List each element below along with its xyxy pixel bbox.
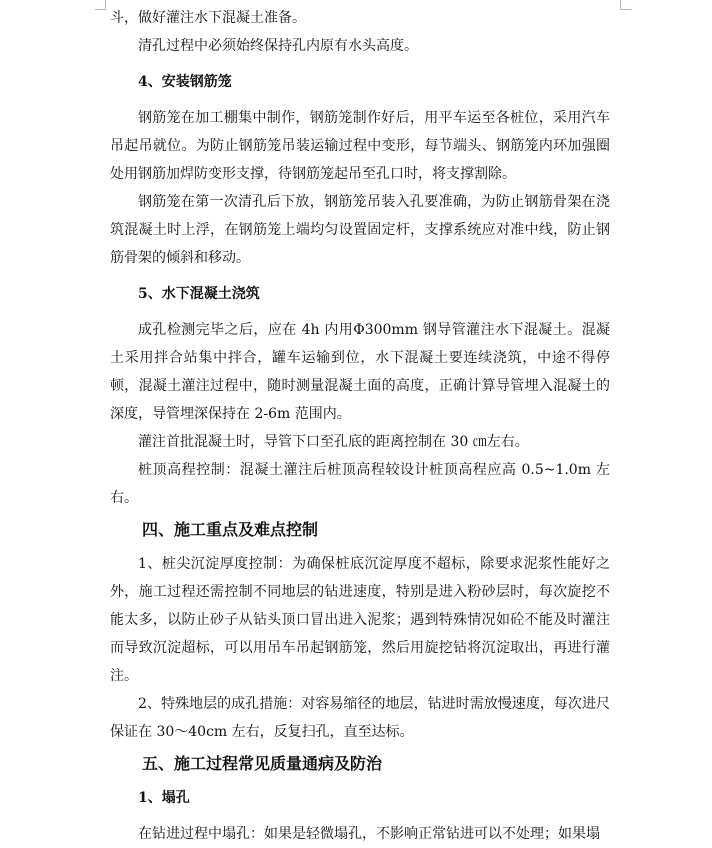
section-heading-quality-issues: 五、施工过程常见质量通病及防治 <box>142 754 383 773</box>
paragraph-sediment-control: 1、桩尖沉淀厚度控制：为确保桩底沉淀厚度不超标，除要求泥浆性能好之外，施工过程还需控制不同地层的钻进速度，特别是进入粉砂层时，每次旋挖不能太多，以防止砂子从钻头顶口冒出进入泥浆；遇到特殊情况如砼不能及时灌注而导致沉淀超标，可以用吊车吊起钢筋笼，然后用旋挖钻将沉淀取出，再进行灌注。 <box>110 556 610 684</box>
paragraph-cage-lowering: 钢筋笼在第一次清孔后下放，钢筋笼吊装入孔要准确，为防止钢筋骨架在浇筑混凝土时上浮，在钢筋笼上端均匀设置固定杆，支撑系统应对准中线，防止钢筋骨架的倾斜和移动。 <box>110 194 610 266</box>
paragraph-first-batch: 灌注首批混凝土时，导管下口至孔底的距离控制在 30 ㎝左右。 <box>138 434 529 450</box>
paragraph-hole-collapse: 在钻进过程中塌孔：如果是轻微塌孔，不影响正常钻进可以不处理；如果塌 <box>138 826 600 842</box>
subheading-hole-collapse: 1、塌孔 <box>138 790 190 806</box>
document-body <box>110 4 610 848</box>
subheading-install-cage: 4、安装钢筋笼 <box>138 74 232 90</box>
section-heading-key-points: 四、施工重点及难点控制 <box>142 520 319 539</box>
subheading-underwater-concrete: 5、水下混凝土浇筑 <box>138 286 260 302</box>
paragraph-pile-top-elevation: 桩顶高程控制：混凝土灌注后桩顶高程较设计桩顶高程应高 0.5~1.0m 左右。 <box>110 462 610 506</box>
paragraph-water-head: 清孔过程中必须始终保持孔内原有水头高度。 <box>138 38 418 54</box>
page-corner-mark-left <box>95 0 106 10</box>
paragraph-special-strata: 2、特殊地层的成孔措施：对容易缩径的地层，钻进时需放慢速度，每次进尺保证在 30～40cm 左右，反复扫孔，直至达标。 <box>110 696 610 740</box>
page-corner-mark-right <box>620 0 631 10</box>
paragraph-concrete-pouring: 成孔检测完毕之后，应在 4h 内用Φ300mm 钢导管灌注水下混凝土。混凝土采用拌合站集中拌合，罐车运输到位，水下混凝土要连续浇筑，中途不得停顿，混凝土灌注过程中，随时测量混凝土面的高度，正确计算导管埋入混凝土的深度，导管埋深保持在 2-6m 范围内。 <box>110 322 610 422</box>
paragraph-continued: 斗，做好灌注水下混凝土准备。 <box>110 10 306 26</box>
paragraph-cage-fabrication: 钢筋笼在加工棚集中制作，钢筋笼制作好后，用平车运至各桩位，采用汽车吊起吊就位。为防止钢筋笼吊装运输过程中变形，每节端头、钢筋笼内环加强圈处用钢筋加焊防变形支撑，待钢筋笼起吊至孔口时，将支撑割除。 <box>110 110 610 182</box>
